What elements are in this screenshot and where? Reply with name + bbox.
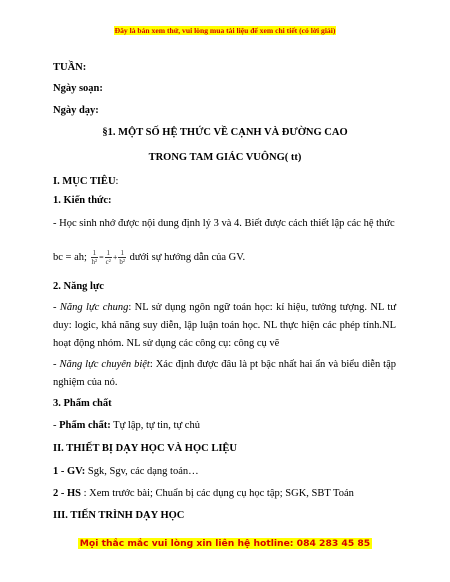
knowledge-text: - Học sinh nhớ được nội dung định lý 3 và 4. Biết được cách thiết lập các hệ thức [53,218,395,229]
fraction-lhs [91,249,99,266]
formula-equals: = [99,252,104,262]
quality-text: Tự lập, tự tin, tự chủ [110,420,200,431]
gv-line [53,466,199,477]
fraction-term1-num: 1 [106,249,111,257]
ability-specific-paragraph: - Năng lực chuyên biệt: Xác định được đâu là pt bậc nhất hai ẩn và biểu diễn tập nghiệm của nó. [53,359,396,388]
hotline-footer [0,538,450,549]
formula-suffix: dưới sự hướng dẫn của GV. [127,251,246,263]
ability-general-paragraph: - Năng lực chung: NL sử dụng ngôn ngữ toán học: kí hiệu, tưởng tượng. NL tư duy: logic, khả năng suy diễn, lập luận toán học. NL thực hiện các phép tính.NL hoạt động nhóm. NL sử dụng các công cụ: công cụ vẽ [53,302,397,349]
gv-text: Sgk, Sgv, các dạng toán… [85,466,199,477]
fraction-lhs-den: h² [91,258,98,266]
process-heading: III. TIẾN TRÌNH DẠY HỌC [53,510,185,521]
prep-date-label: Ngày soạn: [53,83,103,94]
formula-prefix: bc = ah; [53,251,90,263]
week-label: TUẦN: [53,62,87,73]
quality-heading: 3. Phẩm chất [53,398,112,409]
fraction-lhs-num: 1 [91,249,99,258]
preview-banner-text: Đây là bản xem thử, vui lòng mua tài liệu để xem chi tiết (có lời giải) [114,26,336,35]
preview-banner [0,26,450,35]
ability-specific-label: Năng lực chuyên biệt [59,359,150,370]
fraction-term2-num: 1 [118,249,126,258]
quality-line: - Phẩm chất: Tự lập, tự tin, tự chủ [53,420,200,431]
objectives-heading [53,176,118,187]
hs-line [53,488,354,499]
ability-general-text: : NL sử dụng ngôn ngữ toán học: kí hiệu, tưởng tượng. NL tư duy: logic, khả năng suy diễn, lập luận toán học. NL thực hiện các phép tính.NL hoạt động nhóm. NL sử dụng các công cụ: công cụ vẽ [53,302,397,349]
teach-date-label: Ngày dạy: [53,105,99,116]
objectives-heading-colon: : [115,176,119,187]
hs-label: 2 - HS [53,488,82,499]
knowledge-heading: 1. Kiến thức: [53,195,112,206]
ability-heading: 2. Năng lực [53,281,104,292]
fraction-term1-den: c² [105,258,111,266]
hs-text: : Xem trước bài; Chuẩn bị các dụng cụ học tập; SGK, SBT Toán [81,488,354,499]
lesson-title-line1: §1. MỘT SỐ HỆ THỨC VỀ CẠNH VÀ ĐƯỜNG CAO [102,127,348,138]
ability-specific-text: : Xác định được đâu là pt bậc nhất hai ẩn và biểu diễn tập nghiệm của nó. [53,359,396,388]
fraction-term1 [105,249,112,266]
formula-plus: + [112,252,118,262]
ability-general-label: Năng lực chung [59,302,129,313]
lesson-title-line2: TRONG TAM GIÁC VUÔNG( tt) [148,152,302,163]
formula-line [53,249,245,266]
hotline-footer-text: Mọi thắc mắc vui lòng xin liên hệ hotline: 084 283 45 85 [79,538,371,549]
gv-label: 1 - GV: [53,466,86,477]
equipment-heading: II. THIẾT BỊ DẠY HỌC VÀ HỌC LIỆU [53,443,237,454]
objectives-heading-text: I. MỤC TIÊU [53,176,116,187]
quality-label: Phẩm chất: [59,420,111,431]
fraction-term2 [118,249,126,266]
fraction-term2-den: b² [119,258,126,266]
